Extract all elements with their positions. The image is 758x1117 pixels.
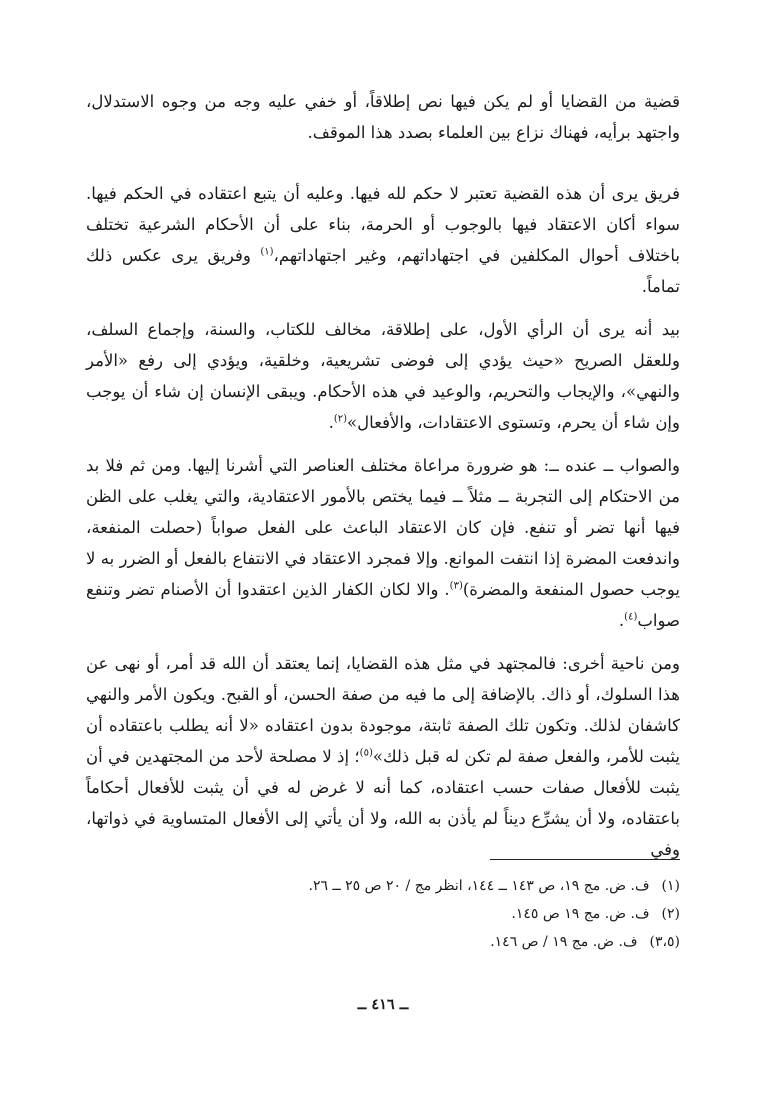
footnote-2	[86, 900, 680, 928]
footnote-divider	[490, 859, 680, 860]
footnote-2-text: ف. ض. مج ١٩ ص ١٤٥.	[511, 906, 650, 922]
footnote-3-number: (٣،٥)	[649, 934, 680, 950]
paragraph-4-text-b: . والا لكان الكفار الذين اعتقدوا أن الأصنام تضر وتنفع صواب	[86, 580, 680, 630]
footnote-ref-1: (١)	[260, 246, 274, 258]
paragraph-1	[86, 86, 680, 148]
footnote-3-text: ف. ض. مج ١٩ / ص ١٤٦.	[490, 934, 638, 950]
paragraph-4	[86, 450, 680, 636]
footnote-1-number: (١)	[661, 878, 680, 894]
footnote-ref-2: (٢)	[333, 413, 348, 425]
paragraph-4-text-c: .	[618, 611, 625, 630]
footnote-1-text: ف. ض. مج ١٩، ص ١٤٣ ــ ١٤٤، انظر مج / ٢٠ ص ٢٥ ــ ٢٦.	[308, 878, 650, 894]
paragraph-3	[86, 314, 680, 438]
paragraph-3-text-b: .	[328, 413, 334, 432]
document-page	[86, 86, 680, 1096]
paragraph-2-text-b: وفريق يرى عكس ذلك تماماً.	[86, 246, 680, 296]
footnote-2-number: (٢)	[661, 906, 680, 922]
paragraph-4-text-a: والصواب ــ عنده ــ: هو ضرورة مراعاة مختلف العناصر التي أشرنا إليها. ومن ثم فلا بد من الاحتكام إلى التجربة ــ مثلاً ــ فيما يختص بالأمور الاعتقادية، والتي يغلب على الظن فيها أنها تضر أو تنفع. فإن كان الاعتقاد الباعث على الفعل صواباً (حصلت المنفعة، واندفعت المضرة إذا انتفت الموانع. وإلا فمجرد الاعتقاد في الانتفاع بالفعل أو الضرر به لا يوجب حصول المنفعة والمضرة)	[86, 456, 680, 599]
paragraph-5	[86, 648, 680, 865]
footnote-ref-3: (٣)	[449, 580, 463, 592]
paragraph-5-text-b: ؛ إذ لا مصلحة لأحد من المجتهدين في أن يثبت للأفعال صفات حسب اعتقاده، كما أنه لا غرض له في أن يثبت للأفعال أحكاماً باعتقاده، ولا أن يشرِّع ديناً لم يأذن به الله، ولا أن يأتي إلى الأفعال المتساوية في ذواتها، وفي	[86, 747, 680, 859]
paragraph-2	[86, 178, 680, 302]
footnote-1	[86, 872, 680, 900]
footnote-ref-5: (٥)	[359, 747, 373, 759]
footnote-3	[86, 928, 680, 956]
footnote-ref-4: (٤)	[624, 611, 638, 623]
paragraph-5-text-a: ومن ناحية أخرى: فالمجتهد في مثل هذه القضايا، إنما يعتقد أن الله قد أمر، أو نهى عن هذا السلوك، أو ذاك. بالإضافة إلى ما فيه من صفة الحسن، أو القبح. ويكون الأمر والنهي كاشفان لذلك. وتكون تلك الصفة ثابتة، موجودة بدون اعتقاده «لا أنه يطلب باعتقاده أن يثبت للأمر، والفعل صفة لم تكن له قبل ذلك»	[86, 654, 680, 766]
footnotes	[86, 872, 680, 956]
paragraph-3-text-a: بيد أنه يرى أن الرأي الأول، على إطلاقة، مخالف للكتاب، والسنة، وإجماع السلف، وللعقل الصريح «حيث يؤدي إلى فوضى تشريعية، وخلقية، ويؤدي إلى رفع «الأمر والنهي»، والإيجاب والتحريم، والوعيد في هذه الأحكام. ويبقى الإنسان إن شاء أن يوجب وإن شاء أن يحرم، وتستوى الاعتقادات، والأفعال»	[86, 320, 680, 432]
page-number: ــ ٤١٦ ــ	[357, 996, 409, 1013]
paragraph-2-text-a: فريق يرى أن هذه القضية تعتبر لا حكم لله فيها. وعليه أن يتبع اعتقاده في الحكم فيها. سواء أكان الاعتقاد فيها بالوجوب أو الحرمة، بناء على أن الأحكام الشرعية تختلف باختلاف أحوال المكلفين في اجتهاداتهم، وغير اجتهاداتهم،	[86, 184, 680, 265]
paragraph-1-text: قضية من القضايا أو لم يكن فيها نص إطلاقاً، أو خفي عليه وجه من وجوه الاستدلال، واجتهد برأيه، فهناك نزاع بين العلماء بصدد هذا الموقف.	[86, 92, 680, 142]
